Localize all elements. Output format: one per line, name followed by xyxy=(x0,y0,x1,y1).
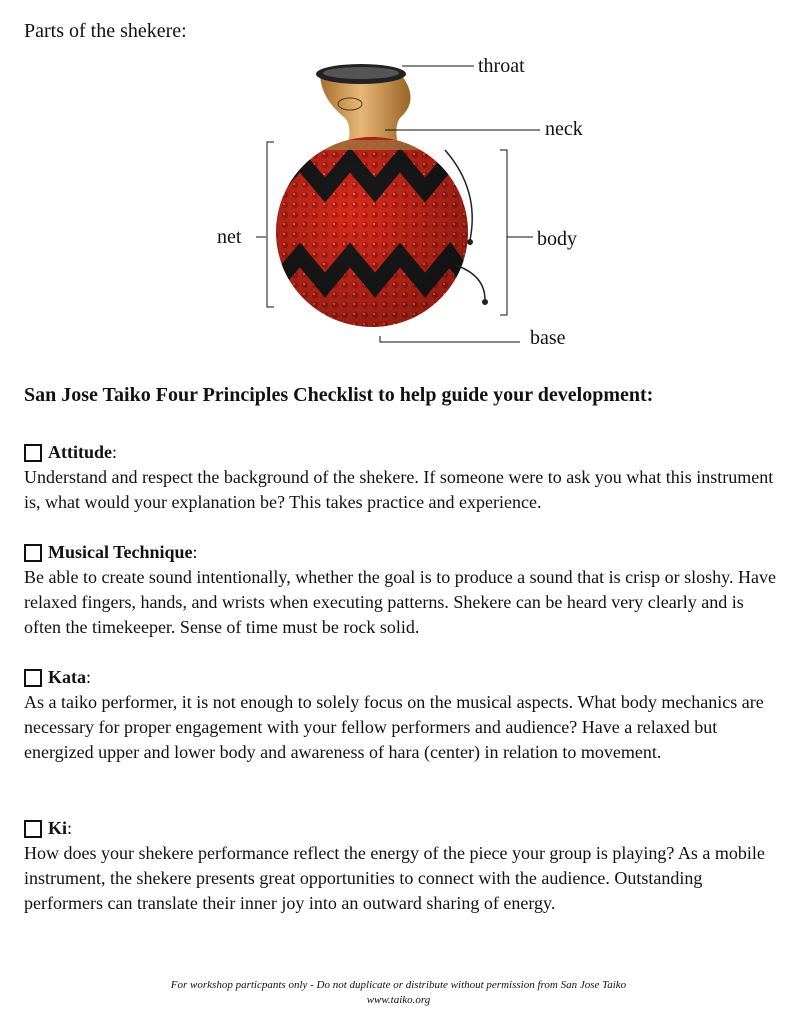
checklist-heading: San Jose Taiko Four Principles Checklist to help guide your development: xyxy=(24,384,654,406)
checkbox[interactable] xyxy=(24,820,42,838)
principle-text: Be able to create sound intentionally, whether the goal is to produce a sound that is crisp or sloshy. Have relaxed fingers, hands, and wrists when executing patterns. Shekere can be heard very clearly and is often the timekeeper. Sense of time must be rock solid. xyxy=(24,567,776,637)
footer xyxy=(0,978,797,1008)
principle-sep: : xyxy=(192,542,198,562)
shekere-diagram xyxy=(0,0,797,360)
principle-attitude xyxy=(24,440,784,515)
principle-musical-technique xyxy=(24,540,784,640)
checkbox[interactable] xyxy=(24,669,42,687)
principle-title: Kata xyxy=(48,667,86,687)
principle-title: Attitude xyxy=(48,442,112,462)
principle-sep: : xyxy=(112,442,118,462)
checkbox[interactable] xyxy=(24,444,42,462)
principle-sep: : xyxy=(86,667,92,687)
label-body: body xyxy=(537,228,577,250)
intro-text: Parts of the shekere: xyxy=(24,20,187,42)
footer-url: www.taiko.org xyxy=(366,994,431,1006)
principle-sep: : xyxy=(67,818,73,838)
principle-ki xyxy=(24,816,784,916)
checkbox[interactable] xyxy=(24,544,42,562)
principle-title: Ki xyxy=(48,818,68,838)
principle-text: Understand and respect the background of the shekere. If someone were to ask you what this instrument is, what would your explanation be? This takes practice and experience. xyxy=(24,467,774,512)
footer-notice: For workshop particpants only - Do not duplicate or distribute without permission from San Jose Taiko xyxy=(170,979,627,991)
principle-text: As a taiko performer, it is not enough to solely focus on the musical aspects. What body mechanics are necessary for proper engagement with your fellow performers and audience? Have a relaxed but energized upper and lower body and awareness of hara (center) in relation to movement. xyxy=(24,692,764,762)
label-net: net xyxy=(217,226,242,248)
principle-title: Musical Technique xyxy=(48,542,193,562)
principle-text: How does your shekere performance reflect the energy of the piece your group is playing? As a mobile instrument, the shekere presents great opportunities to connect with the audience. Outstanding performers can translate their inner joy into an outward sharing of energy. xyxy=(24,843,765,913)
label-neck: neck xyxy=(545,118,583,140)
label-throat: throat xyxy=(478,55,525,77)
label-base: base xyxy=(530,327,566,349)
principle-kata xyxy=(24,665,784,765)
shekere-illustration xyxy=(0,0,797,360)
